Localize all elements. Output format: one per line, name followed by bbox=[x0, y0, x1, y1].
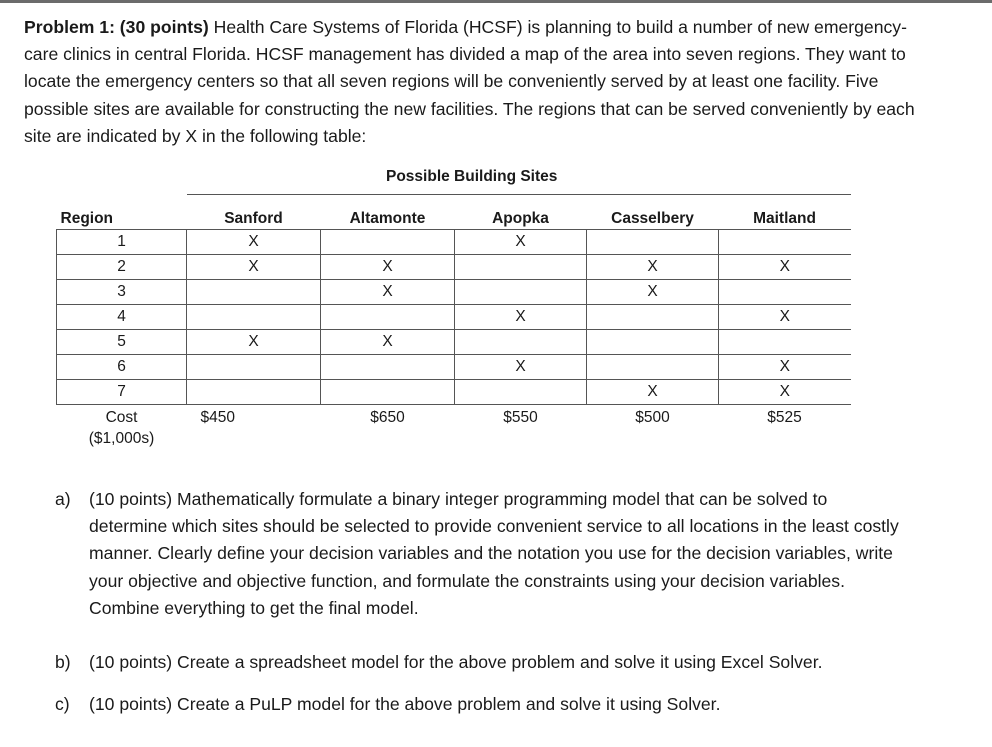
question-part-c bbox=[55, 691, 909, 718]
coverage-cell: X bbox=[587, 380, 719, 405]
coverage-cell: X bbox=[187, 230, 321, 255]
coverage-cell bbox=[455, 330, 587, 355]
cost-cell: $550 bbox=[503, 409, 538, 426]
problem-heading: Problem 1: (30 points) bbox=[24, 17, 209, 37]
coverage-cell: X bbox=[587, 255, 719, 280]
part-text: (10 points) Create a spreadsheet model for the above problem and solve it using Excel Solver. bbox=[89, 652, 823, 672]
coverage-cell bbox=[187, 280, 321, 305]
table-row bbox=[57, 305, 851, 330]
region-cell: 3 bbox=[57, 280, 187, 305]
coverage-cell bbox=[587, 355, 719, 380]
cost-cell: $650 bbox=[370, 409, 405, 426]
problem-text: Health Care Systems of Florida (HCSF) is planning to build a number of new emergency-care clinics in central Florida. HCSF management has divided a map of the area into seven regions. They want to locate the emergency centers so that all seven regions will be conveniently served by at least one facility. Five possible sites are available for constructing the new facilities. The regions that can be served conveniently by each site are indicated by X in the following table: bbox=[24, 17, 915, 146]
coverage-cell bbox=[187, 380, 321, 405]
coverage-cell bbox=[587, 305, 719, 330]
part-letter: a) bbox=[55, 489, 71, 509]
coverage-cell bbox=[719, 330, 851, 355]
coverage-cell bbox=[321, 305, 455, 330]
site-header: Maitland bbox=[719, 195, 851, 230]
sites-table bbox=[56, 194, 851, 449]
table-row bbox=[57, 330, 851, 355]
cost-label-unit: ($1,000s) bbox=[88, 430, 155, 447]
part-text: (10 points) Create a PuLP model for the above problem and solve it using Solver. bbox=[89, 694, 721, 714]
question-part-a bbox=[55, 486, 909, 622]
table-row bbox=[57, 255, 851, 280]
cost-label bbox=[57, 405, 187, 450]
table-title: Possible Building Sites bbox=[386, 168, 558, 185]
coverage-cell bbox=[187, 305, 321, 330]
coverage-cell bbox=[587, 230, 719, 255]
question-part-b bbox=[55, 649, 909, 676]
region-cell: 6 bbox=[57, 355, 187, 380]
coverage-cell bbox=[321, 230, 455, 255]
region-cell: 4 bbox=[57, 305, 187, 330]
cost-cell: $450 bbox=[200, 409, 235, 426]
coverage-cell: X bbox=[587, 280, 719, 305]
coverage-cell: X bbox=[455, 305, 587, 330]
coverage-cell: X bbox=[719, 255, 851, 280]
cost-label-line: Cost bbox=[105, 409, 138, 426]
coverage-cell: X bbox=[321, 255, 455, 280]
region-cell: 5 bbox=[57, 330, 187, 355]
coverage-cell: X bbox=[187, 330, 321, 355]
region-header: Region bbox=[57, 195, 187, 230]
region-cell: 2 bbox=[57, 255, 187, 280]
site-header: Sanford bbox=[187, 195, 321, 230]
cost-cell: $500 bbox=[635, 409, 670, 426]
site-header: Altamonte bbox=[321, 195, 455, 230]
table-row bbox=[57, 380, 851, 405]
coverage-cell: X bbox=[719, 380, 851, 405]
coverage-cell bbox=[455, 255, 587, 280]
problem-statement bbox=[24, 14, 924, 150]
coverage-cell bbox=[719, 230, 851, 255]
coverage-cell bbox=[187, 355, 321, 380]
cost-row bbox=[57, 405, 851, 450]
region-cell: 1 bbox=[57, 230, 187, 255]
table-row bbox=[57, 355, 851, 380]
cost-cell: $525 bbox=[767, 409, 802, 426]
table-row bbox=[57, 230, 851, 255]
coverage-cell bbox=[321, 355, 455, 380]
coverage-cell bbox=[719, 280, 851, 305]
part-letter: b) bbox=[55, 652, 71, 672]
part-letter: c) bbox=[55, 694, 70, 714]
coverage-cell: X bbox=[187, 255, 321, 280]
site-header: Apopka bbox=[455, 195, 587, 230]
coverage-cell: X bbox=[719, 355, 851, 380]
coverage-cell: X bbox=[455, 355, 587, 380]
region-cell: 7 bbox=[57, 380, 187, 405]
table-row bbox=[57, 280, 851, 305]
coverage-cell: X bbox=[321, 330, 455, 355]
coverage-cell: X bbox=[719, 305, 851, 330]
part-text: (10 points) Mathematically formulate a binary integer programming model that can be solved to determine which sites should be selected to provide convenient service to all locations in the least costly manner. Clearly define your decision variables and the notation you use for the decision variables, write your objective and objective function, and formulate the constraints using your decision variables. Combine everything to get the final model. bbox=[89, 489, 899, 618]
site-header: Casselbery bbox=[587, 195, 719, 230]
coverage-cell bbox=[587, 330, 719, 355]
coverage-cell: X bbox=[455, 230, 587, 255]
coverage-cell bbox=[455, 380, 587, 405]
coverage-cell bbox=[321, 380, 455, 405]
coverage-cell bbox=[455, 280, 587, 305]
coverage-cell: X bbox=[321, 280, 455, 305]
top-border-line bbox=[0, 0, 992, 3]
